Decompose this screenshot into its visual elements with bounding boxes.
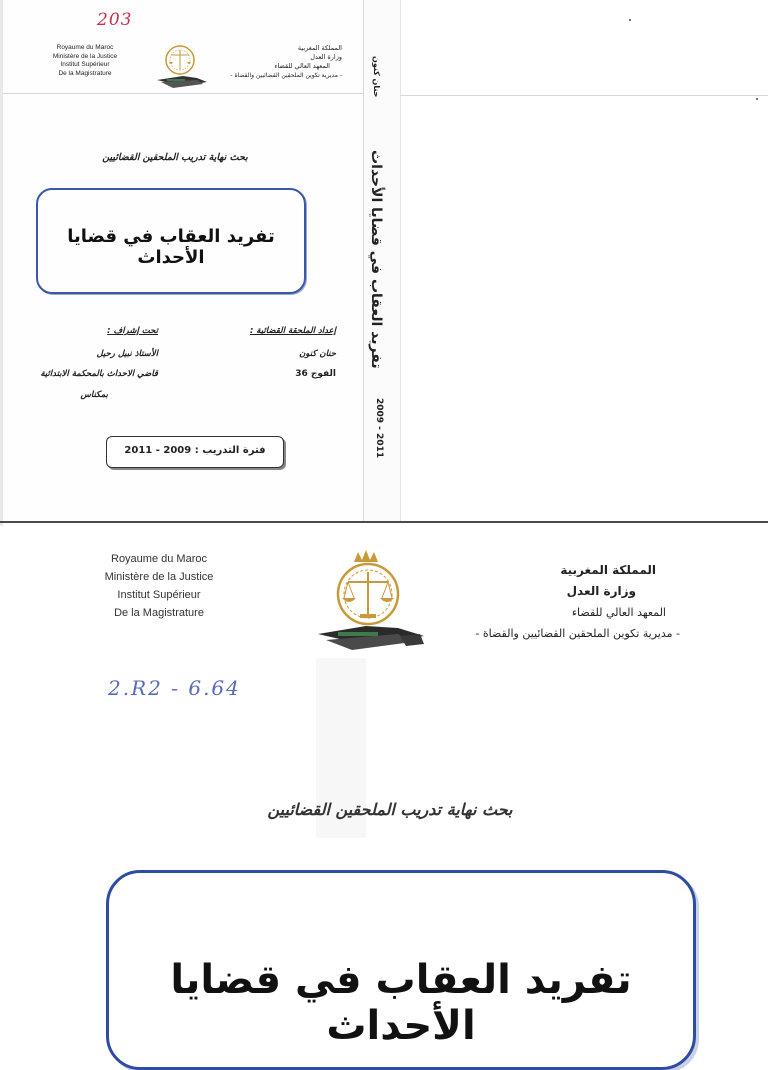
arabic-institution-header (222, 44, 342, 80)
handwritten-page-number: 203 (97, 10, 133, 30)
supervisor-title: قاضي الاحداث بالمحكمة الابتدائية (40, 369, 158, 379)
supervisor-city: بمكناس (80, 390, 108, 400)
scan-bottom-edge (0, 521, 768, 523)
header-line: Institut Supérieur (60, 61, 110, 68)
divider (401, 95, 768, 96)
header-line: Institut Supérieur (117, 589, 201, 601)
training-period-box (106, 436, 284, 468)
handwritten-reference: 2.R2 - 6.64 (108, 676, 241, 700)
document-title: تفريد العقاب في قضايا الأحداث (67, 226, 275, 268)
header-line: Royaume du Maroc (56, 44, 114, 51)
justice-scales-emblem-icon (312, 548, 430, 658)
spine-title: تفريد العقاب في قضايا الأحداث (368, 150, 384, 369)
document-title: تفريد العقاب في قضايا الأحداث (170, 957, 632, 1049)
spine-years: 2009 - 2011 (374, 398, 384, 459)
header-line: - مديرية تكوين الملحقين القضائيين والقضاة - (475, 627, 680, 640)
header-line: De la Magistrature (114, 607, 204, 619)
supervisor-name: الأستاذ نبيل رحيل (96, 349, 158, 359)
header-line: المملكة المغربية (560, 563, 656, 577)
scan-speck (629, 19, 631, 21)
header-line: Royaume du Maroc (111, 553, 207, 565)
research-subtitle: بحث نهاية تدريب الملحقين القضائيين (267, 800, 513, 819)
header-line: وزارة العدل (566, 584, 636, 598)
justice-scales-emblem-icon (153, 42, 211, 92)
spine-author: حنان كنون (372, 56, 381, 98)
cohort-label: الفوج 36 (295, 369, 336, 379)
header-line: المعهد العالي للقضاء (571, 606, 666, 619)
french-institution-header (84, 550, 234, 622)
back-cover (401, 0, 768, 523)
scan-speck (756, 98, 758, 100)
header-line: - مديرية تكوين الملحقين القضائيين والقضاة - (230, 72, 342, 79)
header-line: المملكة المغربية (297, 44, 342, 52)
arabic-institution-header (440, 560, 680, 644)
divider (3, 93, 363, 94)
prepared-by-label: إعداد الملحقة القضائية : (249, 326, 336, 336)
french-institution-header (40, 44, 130, 78)
author-name: حنان كنون (299, 349, 336, 359)
title-box (36, 188, 306, 294)
header-line: المعهد العالي للقضاء (274, 62, 330, 70)
research-subtitle: بحث نهاية تدريب الملحقين القضائيين (102, 152, 248, 163)
title-box (106, 870, 696, 1070)
header-line: وزارة العدل (310, 53, 342, 61)
header-line: Ministère de la Justice (104, 571, 214, 583)
training-period: فترة التدريب : 2009 - 2011 (124, 445, 266, 456)
supervision-label: تحت إشراف : (107, 326, 158, 336)
header-line: De la Magistrature (58, 69, 112, 77)
header-line: Ministère de la Justice (52, 52, 118, 60)
